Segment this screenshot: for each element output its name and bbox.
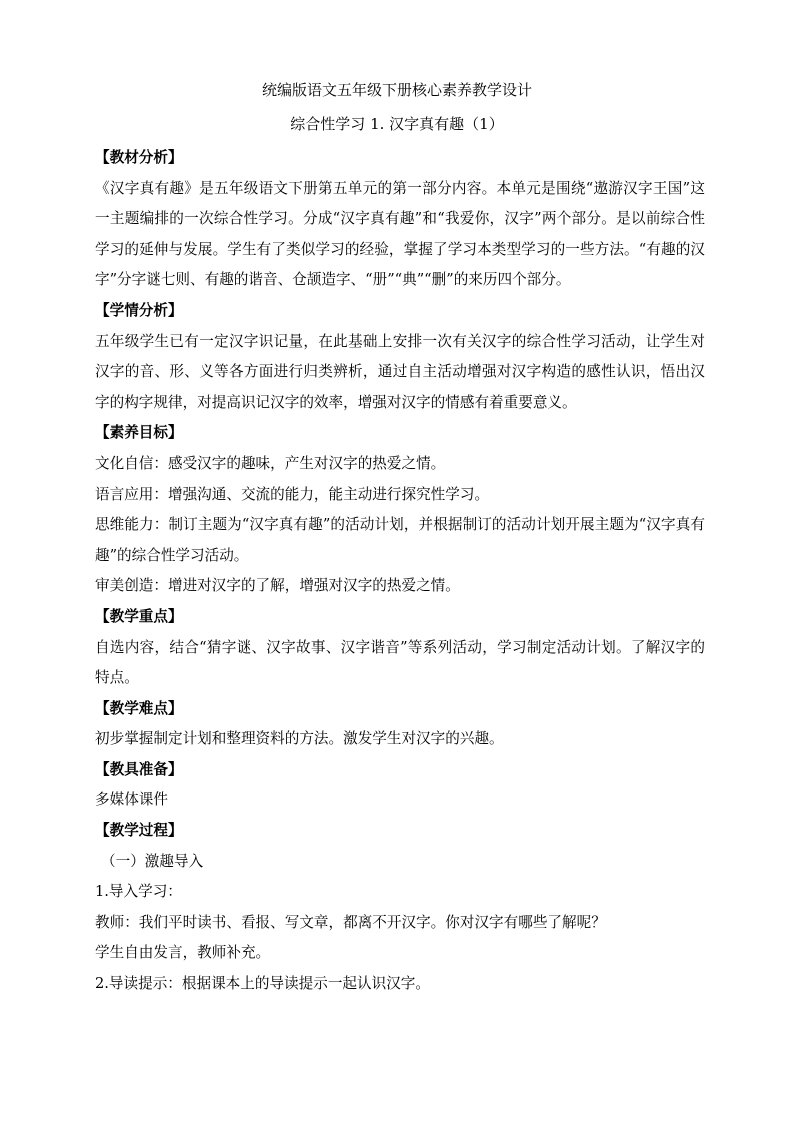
goal-item: 语言应用：增强沟通、交流的能力，能主动进行探究性学习。 — [95, 485, 490, 503]
goals-heading: 【素养目标】 — [95, 424, 183, 442]
process-heading: 【教学过程】 — [95, 822, 183, 840]
materials-heading: 【教具准备】 — [95, 760, 183, 778]
goal-item: 审美创造：增进对汉字的了解，增强对汉字的热爱之情。 — [95, 577, 460, 595]
learner-analysis-heading: 【学情分析】 — [95, 301, 183, 319]
difficulties-text: 初步掌握制定计划和整理资料的方法。激发学生对汉字的兴趣。 — [95, 730, 504, 748]
process-step-1-student: 学生自由发言，教师补充。 — [95, 944, 271, 962]
material-analysis-text: 《汉字真有趣》是五年级语文下册第五单元的第一部分内容。本单元是围绕“遨游汉字王国”这一主题编排的一次综合性学习。分成“汉字真有趣”和“我爱你，汉字”两个部分。是以前综合性学习的延伸与发展。学生有了类似学习的经验，掌握了学习本类型学习的一些方法。“有趣的汉字”分字谜七则、有趣的谐音、仓颉造字、“册”“典”“删”的来历四个部分。 — [95, 179, 705, 289]
materials-text: 多媒体课件 — [95, 791, 168, 809]
process-part-1: （一）激趣导入 — [101, 852, 204, 870]
document-title: 统编版语文五年级下册核心素养教学设计 — [261, 81, 532, 99]
process-step-1-title: 1.导入学习： — [95, 883, 182, 901]
process-step-2-title: 2.导读提示：根据课本上的导读提示一起认识汉字。 — [95, 975, 430, 993]
key-points-text: 自选内容，结合“猜字谜、汉字故事、汉字谐音”等系列活动，学习制定活动计划。了解汉字的特点。 — [95, 638, 705, 687]
difficulties-heading: 【教学难点】 — [95, 699, 183, 717]
document-body — [95, 143, 705, 1000]
key-points-heading: 【教学重点】 — [95, 607, 183, 625]
material-analysis-heading: 【教材分析】 — [95, 149, 183, 166]
goal-item: 思维能力：制订主题为“汉字真有趣”的活动计划，并根据制订的活动计划开展主题为“汉字真有趣”的综合性学习活动。 — [95, 516, 705, 564]
process-step-1-teacher: 教师：我们平时读书、看报、写文章，都离不开汉字。你对汉字有哪些了解呢？ — [95, 913, 606, 931]
learner-analysis-text: 五年级学生已有一定汉字识记量，在此基础上安排一次有关汉字的综合性学习活动，让学生对汉字的音、形、义等各方面进行归类辨析，通过自主活动增强对汉字构造的感性认识，悟出汉字的构字规律，对提高识记汉字的效率，增强对汉字的情感有着重要意义。 — [95, 332, 705, 411]
lesson-subtitle: 综合性学习 1. 汉字真有趣（1） — [290, 115, 504, 133]
goal-item: 文化自信：感受汉字的趣味，产生对汉字的热爱之情。 — [95, 454, 446, 472]
